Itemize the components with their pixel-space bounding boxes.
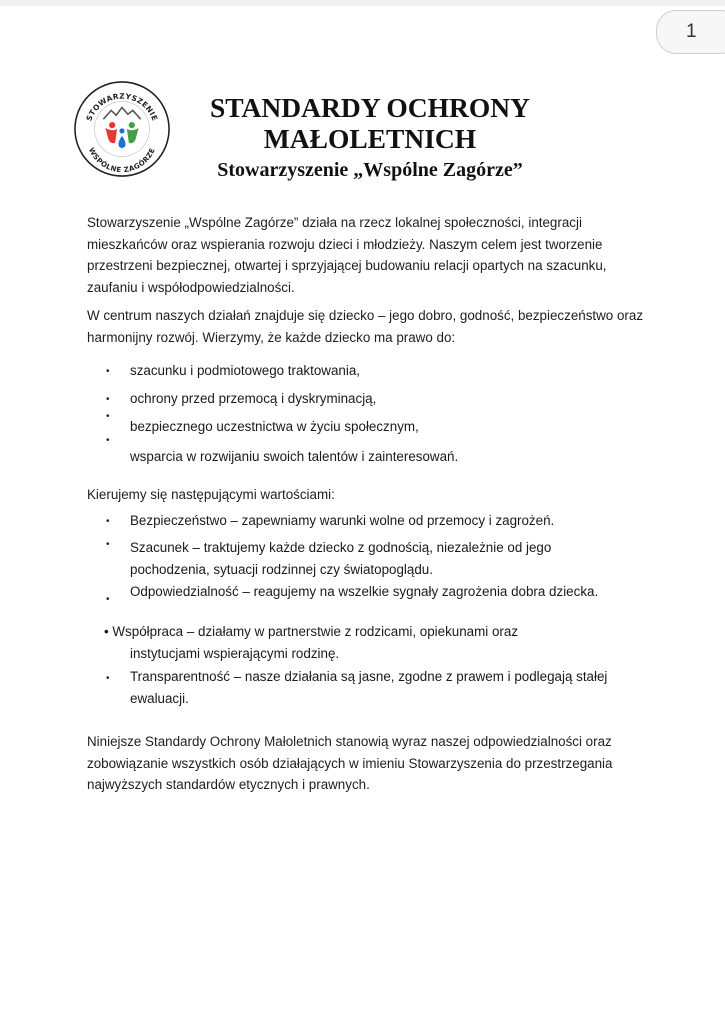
value-item-text: Szacunek – traktujemy każde dziecko z godnością, niezależnie od jego pochodzenia, sytuacji rodzinnej czy światopoglądu. xyxy=(130,540,552,577)
page-number: 1 xyxy=(686,21,697,42)
right-item-text: bezpiecznego uczestnictwa w życiu społecznym, xyxy=(130,419,419,434)
list-item xyxy=(87,360,647,388)
rights-list xyxy=(87,360,647,474)
values-list xyxy=(87,510,647,710)
right-item-text: ochrony przed przemocą i dyskryminacją, xyxy=(130,391,377,406)
list-item xyxy=(87,581,647,621)
bullet-icon: • xyxy=(104,624,113,639)
value-item-text: Odpowiedzialność – reagujemy na wszelkie sygnały zagrożenia dobra dziecka. xyxy=(130,584,599,599)
bullet-icon: • xyxy=(106,435,110,446)
list-item xyxy=(87,621,647,666)
figure-blue-head xyxy=(119,128,124,133)
values-intro: Kierujemy się następującymi wartościami: xyxy=(87,487,335,502)
title-line-1: STANDARDY OCHRONY xyxy=(209,92,531,123)
logo-bottom-text: WSPÓLNE ZAGÓRZE xyxy=(86,146,157,175)
bullet-icon: • xyxy=(106,394,110,405)
list-item xyxy=(87,411,647,446)
top-strip xyxy=(0,0,725,6)
bullet-icon: • xyxy=(106,539,110,550)
page-number-badge xyxy=(656,10,725,54)
list-item xyxy=(87,666,617,710)
right-item-text: szacunku i podmiotowego traktowania, xyxy=(130,363,361,378)
bullet-icon: • xyxy=(106,594,110,605)
list-item xyxy=(87,446,647,474)
bullet-icon: • xyxy=(106,411,110,422)
value-item-text: Transparentność – nasze działania są jasne, zgodne z prawem i podlegają stałej ewaluacji. xyxy=(130,669,608,706)
document-title xyxy=(170,92,570,184)
bullet-icon: • xyxy=(106,366,110,377)
value-item-text: Bezpieczeństwo – zapewniamy warunki wolne od przemocy i zagrożeń. xyxy=(130,513,555,528)
bullet-icon: • xyxy=(106,516,110,527)
figure-red-head xyxy=(109,122,115,128)
figure-green-head xyxy=(129,122,135,128)
value-item-continuation: instytucjami wspierającymi rodzinę. xyxy=(130,645,340,661)
center-paragraph: W centrum naszych działań znajduje się dziecko – jego dobro, godność, bezpieczeństwo oraz harmonijny rozwój. Wierzymy, że każde dziecko ma prawo do: xyxy=(87,308,644,345)
subtitle: Stowarzyszenie „Wspólne Zagórze” xyxy=(217,159,523,181)
association-logo xyxy=(73,80,171,178)
list-item xyxy=(87,510,647,537)
closing-paragraph: Niniejsze Standardy Ochrony Małoletnich stanowią wyraz naszej odpowiedzialności oraz zobowiązanie wszystkich osób działających w imieniu Stowarzyszenia do przestrzegania najwyższych standardów etycznych i prawnych. xyxy=(87,734,613,792)
logo-arc-text: STOWARZYSZENIE xyxy=(84,91,160,123)
title-line-2: MAŁOLETNICH xyxy=(263,123,477,154)
bullet-icon: • xyxy=(106,673,110,684)
list-item xyxy=(87,388,647,416)
intro-paragraph: Stowarzyszenie „Wspólne Zagórze” działa na rzecz lokalnej społeczności, integracji mieszkańców oraz wspierania rozwoju dzieci i młodzieży. Naszym celem jest tworzenie przestrzeni bezpiecznej, otwartej i sprzyjającej budowaniu relacji opartych na szacunku, zaufaniu i współodpowiedzialności. xyxy=(87,215,607,295)
right-item-text: wsparcia w rozwijaniu swoich talentów i zainteresowań. xyxy=(130,449,459,464)
list-item xyxy=(87,537,627,581)
value-item-text: Współpraca – działamy w partnerstwie z rodzicami, opiekunami oraz xyxy=(112,624,519,639)
